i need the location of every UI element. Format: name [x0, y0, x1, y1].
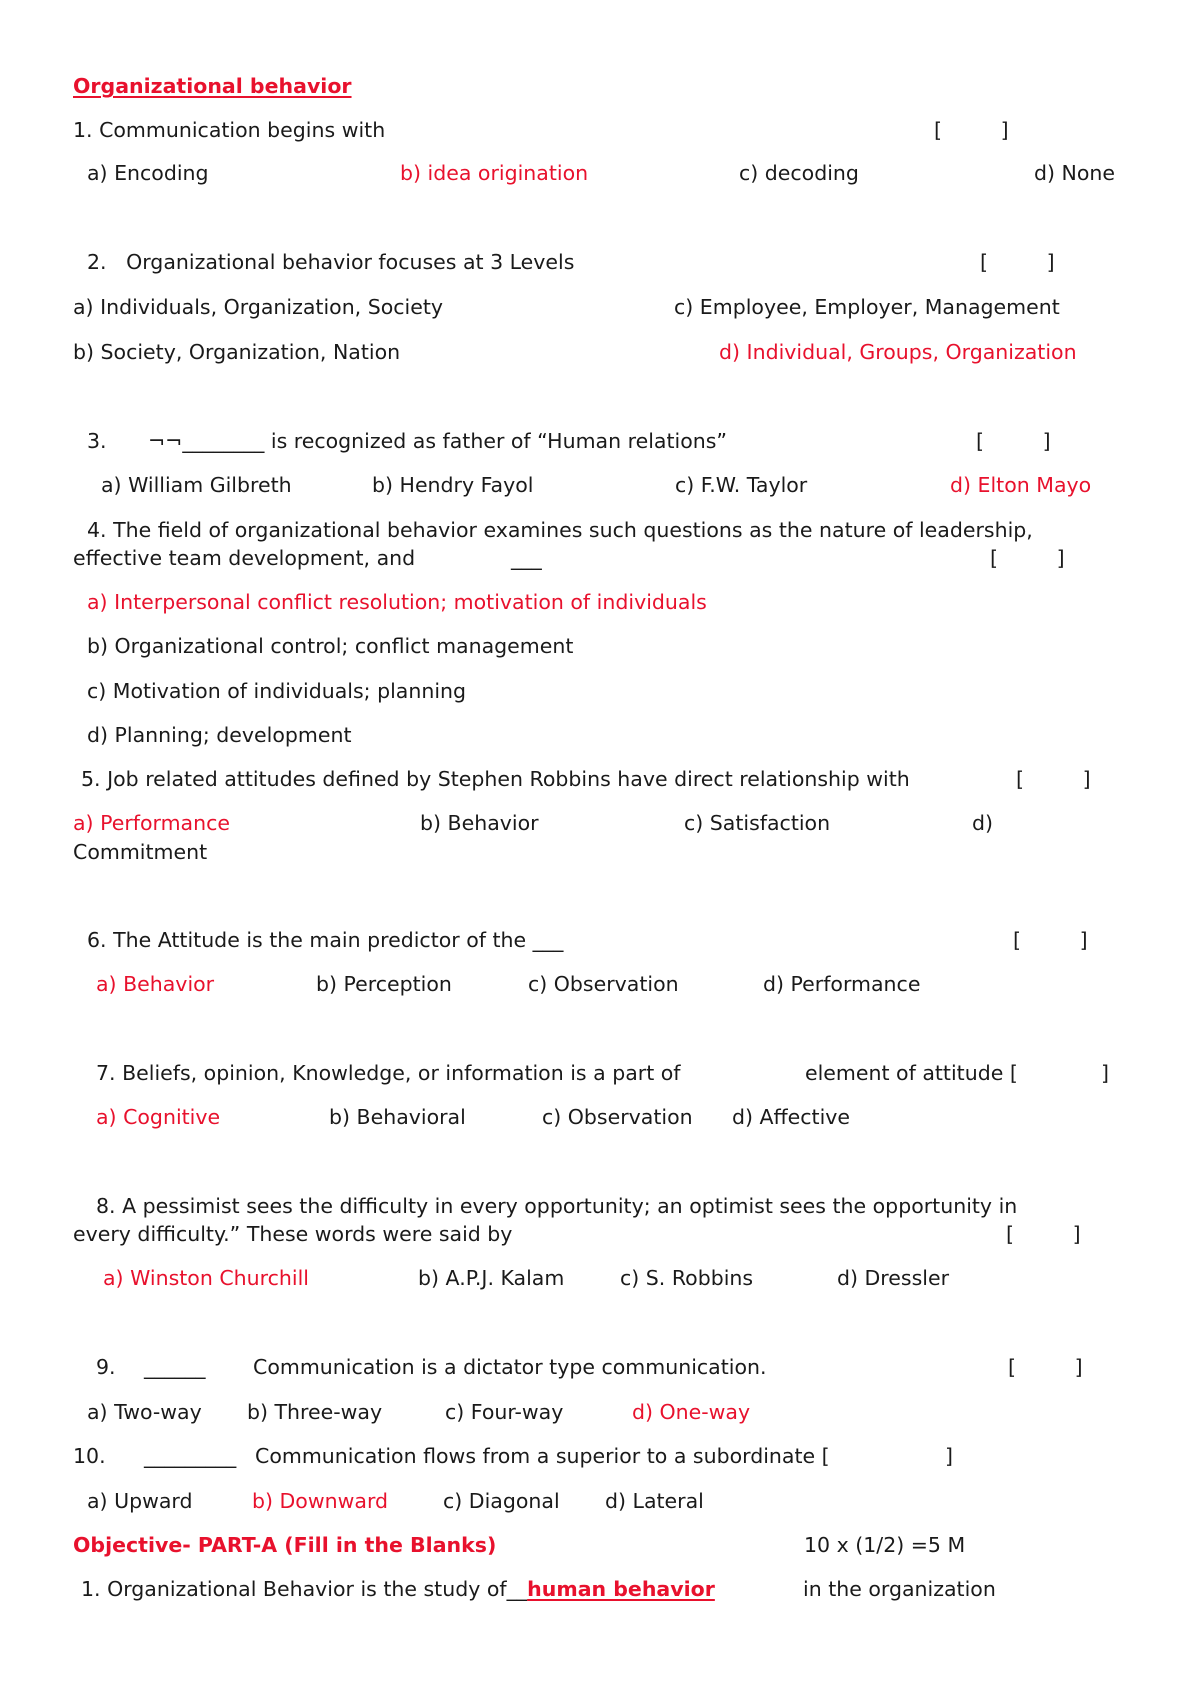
q6-option-b: b) Perception — [316, 972, 452, 996]
q3-bracket: [ ] — [976, 429, 1051, 453]
q4-question-line2: effective team development, and — [73, 546, 416, 570]
q3-option-d: d) Elton Mayo — [950, 473, 1092, 497]
q6-question: 6. The Attitude is the main predictor of the ___ — [87, 928, 564, 952]
q2-option-a: a) Individuals, Organization, Society — [73, 295, 444, 319]
q7-question-tail: element of attitude [ — [805, 1061, 1018, 1085]
q9-question: Communication is a dictator type communication. — [253, 1355, 767, 1379]
q3-option-c: c) F.W. Taylor — [675, 473, 808, 497]
q5-option-d: d) — [972, 811, 994, 835]
q2-option-b: b) Society, Organization, Nation — [73, 340, 401, 364]
q4-bracket: [ ] — [990, 546, 1065, 570]
q10-blank: _________ — [144, 1444, 237, 1468]
q7-question: 7. Beliefs, opinion, Knowledge, or information is a part of — [96, 1061, 681, 1085]
q4-option-c: c) Motivation of individuals; planning — [87, 679, 467, 703]
q3-option-a: a) William Gilbreth — [101, 473, 292, 497]
q9-option-d: d) One-way — [632, 1400, 751, 1424]
q1-option-a: a) Encoding — [87, 161, 209, 185]
q5-bracket: [ ] — [1016, 767, 1091, 791]
q9-option-b: b) Three-way — [247, 1400, 383, 1424]
q8-option-a: a) Winston Churchill — [103, 1266, 309, 1290]
q10-number: 10. — [73, 1444, 106, 1468]
part-a-q1 — [81, 1579, 715, 1600]
q3-number: 3. — [87, 429, 107, 453]
q5-question: 5. Job related attitudes defined by Stephen Robbins have direct relationship with — [81, 767, 910, 791]
q1-bracket: [ ] — [934, 118, 1009, 142]
q10-question: Communication flows from a superior to a subordinate [ — [255, 1444, 830, 1468]
q10-option-c: c) Diagonal — [443, 1489, 560, 1513]
q1-option-d: d) None — [1034, 161, 1116, 185]
q2-question: 2. Organizational behavior focuses at 3 Levels — [87, 250, 575, 274]
q9-number: 9. — [96, 1355, 116, 1379]
q4-option-a: a) Interpersonal conflict resolution; motivation of individuals — [87, 590, 707, 614]
q8-question-line2: every difficulty.” These words were said by — [73, 1222, 513, 1246]
q4-option-b: b) Organizational control; conflict management — [87, 634, 574, 658]
part-a-heading: Objective- PART-A (Fill in the Blanks) — [73, 1533, 497, 1557]
q3-question: ¬¬________ is recognized as father of “Human relations” — [148, 429, 728, 453]
q10-bracket-end: ] — [945, 1444, 953, 1468]
part-a-q1-answer: human behavior — [527, 1577, 715, 1601]
q8-option-c: c) S. Robbins — [620, 1266, 754, 1290]
q2-bracket: [ ] — [980, 250, 1055, 274]
q1-option-b: b) idea origination — [400, 161, 589, 185]
q5-option-c: c) Satisfaction — [684, 811, 831, 835]
q7-bracket-end: ] — [1101, 1061, 1109, 1085]
q8-option-b: b) A.P.J. Kalam — [418, 1266, 565, 1290]
q1-question: 1. Communication begins with — [73, 118, 386, 142]
q9-blank: ______ — [144, 1355, 206, 1379]
q8-option-d: d) Dressler — [837, 1266, 949, 1290]
q8-bracket: [ ] — [1006, 1222, 1081, 1246]
q2-option-d: d) Individual, Groups, Organization — [719, 340, 1077, 364]
q5-option-d-text: Commitment — [73, 840, 208, 864]
q3-option-b: b) Hendry Fayol — [372, 473, 534, 497]
q5-option-a: a) Performance — [73, 811, 230, 835]
q4-question-line1: 4. The field of organizational behavior examines such questions as the nature of leadership, — [87, 518, 1033, 542]
q1-option-c: c) decoding — [739, 161, 859, 185]
q10-option-d: d) Lateral — [605, 1489, 704, 1513]
q2-option-c: c) Employee, Employer, Management — [674, 295, 1060, 319]
q9-option-a: a) Two-way — [87, 1400, 202, 1424]
q6-bracket: [ ] — [1013, 928, 1088, 952]
q4-blank: ___ — [511, 546, 542, 570]
q7-option-b: b) Behavioral — [329, 1105, 466, 1129]
q7-option-c: c) Observation — [542, 1105, 693, 1129]
part-a-q1-suffix: in the organization — [803, 1577, 996, 1601]
q8-question-line1: 8. A pessimist sees the difficulty in every opportunity; an optimist sees the opportunity in — [96, 1194, 1018, 1218]
q6-option-a: a) Behavior — [96, 972, 215, 996]
document-title: Organizational behavior — [73, 74, 352, 98]
q9-option-c: c) Four-way — [445, 1400, 564, 1424]
q10-option-b: b) Downward — [252, 1489, 389, 1513]
part-a-marks: 10 x (1/2) =5 M — [804, 1533, 966, 1557]
q7-option-d: d) Affective — [732, 1105, 851, 1129]
q5-option-b: b) Behavior — [420, 811, 539, 835]
q7-option-a: a) Cognitive — [96, 1105, 221, 1129]
q10-option-a: a) Upward — [87, 1489, 193, 1513]
q6-option-d: d) Performance — [763, 972, 921, 996]
q6-option-c: c) Observation — [528, 972, 679, 996]
q4-option-d: d) Planning; development — [87, 723, 352, 747]
part-a-q1-prefix: 1. Organizational Behavior is the study of__ — [81, 1577, 528, 1601]
q9-bracket: [ ] — [1008, 1355, 1083, 1379]
